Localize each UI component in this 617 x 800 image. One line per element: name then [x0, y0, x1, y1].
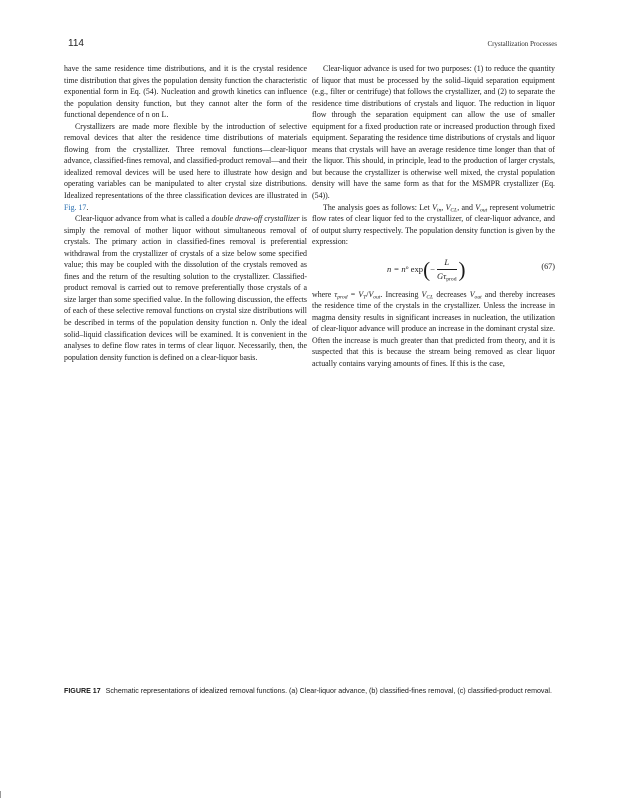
right-paragraph-2: The analysis goes as follows: Let $V_{in}$, $V_{CL}$, and $V_{out}$ represent volumetric flow rates of clear liquor fed to the crystallizer, of clear-liquor advance, and of output slurry respectively. The population density function is given by the expression:	[312, 202, 555, 247]
left-paragraph-2-text: Crystallizers are made more flexible by the introduction of selective removal devices that alter the residence time distributions of materials flowing from the crystallizer. Three removal functions—clear-liquor advance, classified-fines removal, and classified-product removal—and their idealized removal devices will be used here to illustrate how design and operating variables can be manipulated to alter crystal size distributions. Idealized representations of the three classification devices are illustrated in	[64, 121, 307, 201]
right-paragraph-3: where $\tau_{prod} = V_T/V_{out}$. Increasing $V_{CL}$ decreases $V_{out}$ and thereby increases the residence time of the crystals in the crystallizer. Unless the increase in magma density results in significant increases in nucleation, the utilization of clear-liquor advance will produce an increase in the dominant crystal size. Often the increase is much greater than that predicted from theory, and it is suspected that this is because the stream being removed as clear liquor actually contains varying amounts of fines. If this is the case,	[312, 289, 556, 369]
right-paragraph-2-b: represent volumetric flow rates of clear liquor fed to the crystallizer, of clear-liquor advance, and of output slurry respectively. The population density function is given by the expression:	[312, 202, 555, 247]
running-title: Crystallization Processes	[487, 40, 557, 48]
left-paragraph-3	[64, 213, 307, 363]
left-paragraph-1: have the same residence time distributions, and it is the crystal residence time distribution that gives the population density function the characteristic exponential form in Eq. (54). Nucleation and growth kinetics can influence the population density function, but they cannot alter the form of the functional dependence of n on L.	[64, 64, 307, 120]
var-v-cl: $V_{CL}$	[445, 202, 458, 214]
eq-exp: exp	[410, 263, 424, 274]
right-paragraph-1: Clear-liquor advance is used for two purposes: (1) to reduce the quantity of liquor that must be processed by the solid–liquid separation equipment (e.g., filter or centrifuge) that follows the crystallizer, and (2) to separate the residence time distributions of crystals and liquor. The reduction in liquor flow through the separation equipment can allow the use of smaller equipment for a fixed production rate or increased production through fixed equipment. Separating the residence time distributions of crystals and liquor means that crystals will have an average residence time longer than that of the liquor. This should, in principle, lead to the production of larger crystals, but because the crystallizer is otherwise well mixed, the crystal population density will have the same form as that for the MSMPR crystallizer (Eq. (54)).	[312, 64, 555, 201]
eq-numerator: L	[444, 256, 450, 267]
page-edge-mark	[0, 791, 1, 798]
tau-prod-def: $\tau_{prod}$	[334, 289, 348, 301]
figure-caption	[64, 686, 556, 697]
equation-67	[312, 252, 555, 288]
right-column	[312, 63, 555, 370]
right-paragraph-2-a: The analysis goes as follows: Let	[323, 202, 433, 212]
left-column	[64, 63, 307, 363]
eq-sup-o: o	[405, 264, 409, 271]
page-number: 114	[68, 38, 84, 49]
var-v-in: $V_{in}$	[432, 202, 442, 214]
eq-minus: −	[430, 263, 435, 274]
left-paragraph-3-text: is simply the removal of mother liquor without simultaneous removal of crystals. The primary action in classified-fines removal is preferential withdrawal from the crystallizer of crystals of a size below some specified value; this may be coupled with the dissolution of the crystals removed as fines and the return of the resulting solution to the crystallizer. Classified-product removal is carried out to remove preferentially those crystals of a size larger than some specified value. In the following discussion, the effects of each of these selective removal functions on crystal size distributions will be described in terms of the population density function n. Only the ideal solid–liquid classification devices will be examined. It is convenient in the analyses to define flow rates in terms of clear liquor. Necessarily, then, the population density function is defined on a clear-liquor basis.	[64, 214, 307, 362]
left-paragraph-2	[64, 121, 307, 213]
equation-number: (67)	[541, 261, 555, 271]
figure-17-link[interactable]: Fig. 17	[64, 202, 87, 212]
caption-text: Schematic representations of idealized removal functions. (a) Clear-liquor advance, (b) classified-fines removal, (c) classified-product removal.	[105, 687, 552, 695]
left-paragraph-3-start: Clear-liquor advance from what is called a	[75, 214, 212, 224]
left-paragraph-2-end: .	[86, 202, 89, 212]
equation-body: $n = n^o$ exp(− $\frac{L}{G\tau_{prod}}$ )	[387, 256, 466, 283]
double-draw-off-term: double draw-off crystallizer	[211, 214, 300, 224]
caption-label: FIGURE 17	[64, 687, 101, 695]
eq-fraction: $\frac{L}{G\tau_{prod}}$	[436, 256, 457, 283]
var-v-out: $V_{out}$	[475, 202, 488, 214]
eq-lhs: n = n	[387, 263, 406, 274]
